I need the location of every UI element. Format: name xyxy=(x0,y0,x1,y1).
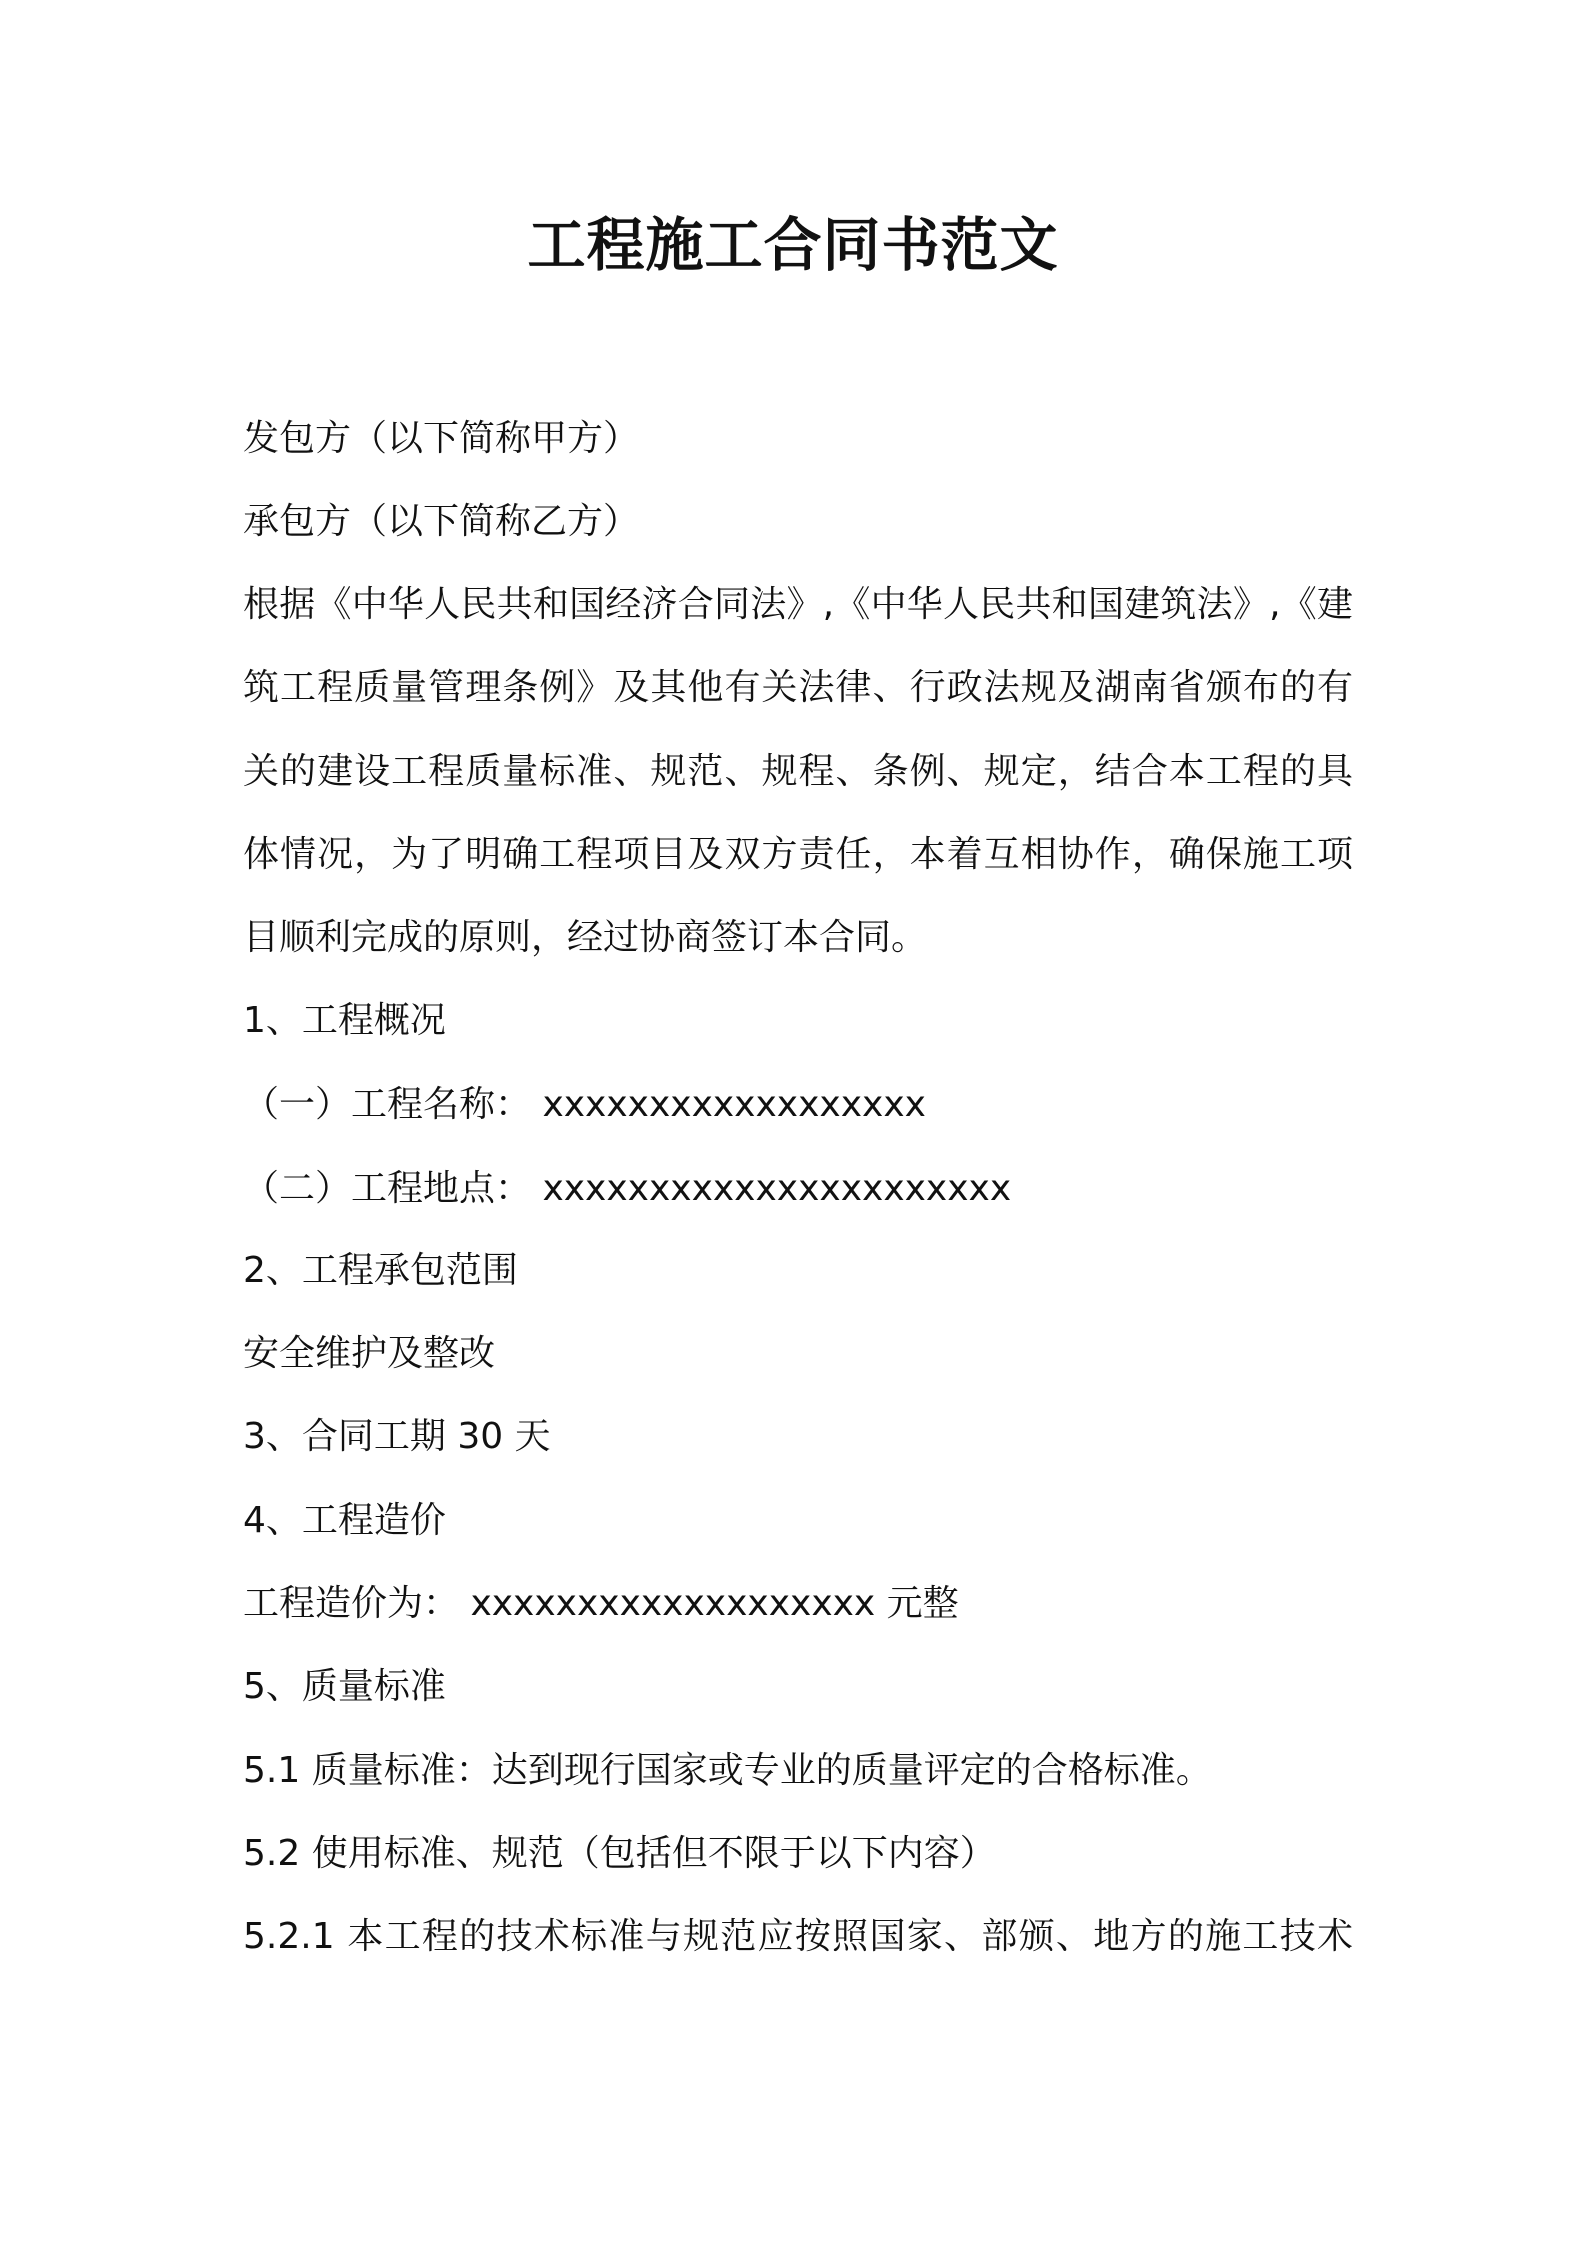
quality-standard-line: 5.1 质量标准：达到现行国家或专业的质量评定的合格标准。 xyxy=(243,1750,1212,1791)
section-4-heading: 4、工程造价 xyxy=(243,1500,446,1541)
project-location-line: （二）工程地点： xxxxxxxxxxxxxxxxxxxxxx xyxy=(243,1168,1012,1209)
scope-line: 安全维护及整改 xyxy=(243,1333,496,1374)
section-1-heading: 1、工程概况 xyxy=(243,1000,446,1041)
cost-line: 工程造价为： xxxxxxxxxxxxxxxxxxx 元整 xyxy=(243,1583,959,1624)
party-b-line: 承包方（以下简称乙方） xyxy=(243,501,640,542)
preamble-line-5: 目顺利完成的原则，经过协商签订本合同。 xyxy=(243,917,928,958)
preamble-line-2: 筑工程质量管理条例》及其他有关法律、行政法规及湖南省颁布的有 xyxy=(243,667,1353,708)
project-name-line: （一）工程名称： xxxxxxxxxxxxxxxxxx xyxy=(243,1084,926,1125)
section-5-heading: 5、质量标准 xyxy=(243,1666,446,1707)
section-3-heading: 3、合同工期 30 天 xyxy=(243,1416,551,1457)
document-title: 工程施工合同书范文 xyxy=(527,211,1059,279)
section-2-heading: 2、工程承包范围 xyxy=(243,1250,518,1291)
technical-standards-line: 5.2.1 本工程的技术标准与规范应按照国家、部颁、地方的施工技术 xyxy=(243,1916,1353,1957)
standards-line: 5.2 使用标准、规范（包括但不限于以下内容） xyxy=(243,1833,996,1874)
preamble-line-1: 根据《中华人民共和国经济合同法》,《中华人民共和国建筑法》,《建 xyxy=(243,584,1353,625)
preamble-line-4: 体情况，为了明确工程项目及双方责任，本着互相协作，确保施工项 xyxy=(243,834,1353,875)
party-a-line: 发包方（以下简称甲方） xyxy=(243,418,640,459)
preamble-line-3: 关的建设工程质量标准、规范、规程、条例、规定，结合本工程的具 xyxy=(243,751,1353,792)
